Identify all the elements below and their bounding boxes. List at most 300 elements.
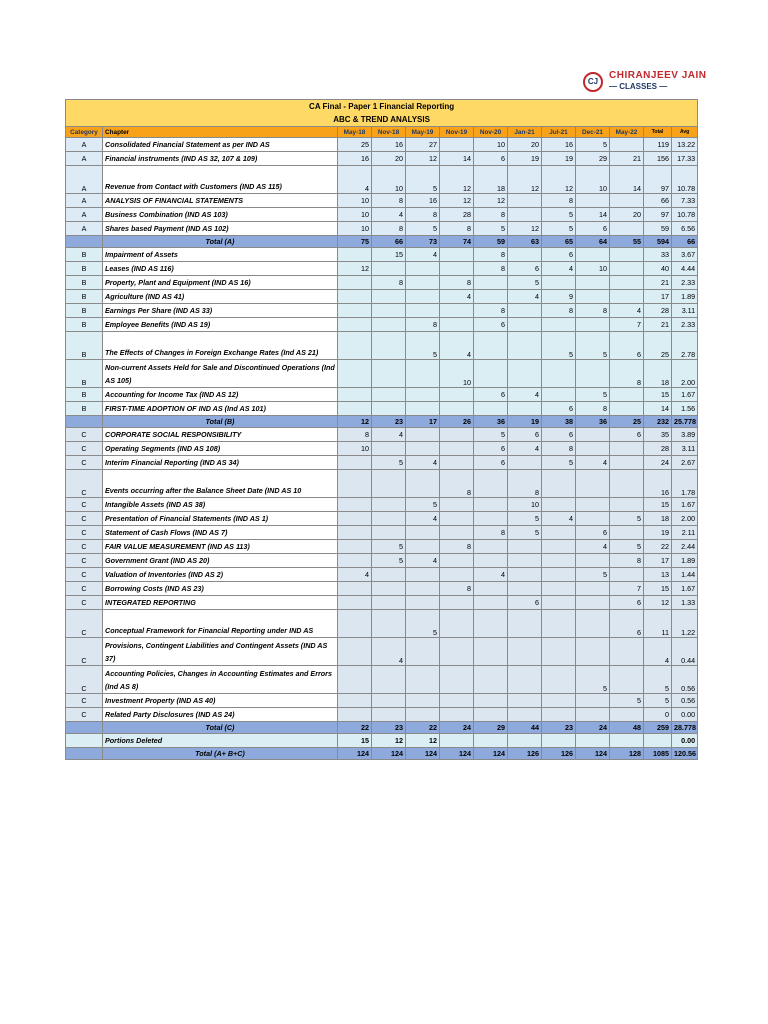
value-cell (338, 318, 372, 332)
value-cell (508, 582, 542, 596)
value-cell (508, 456, 542, 470)
value-cell (338, 360, 372, 388)
chapter-cell: The Effects of Changes in Foreign Exchange Rates (Ind AS 21) (103, 332, 338, 360)
avg-cell: 6.56 (672, 222, 698, 236)
avg-cell: 2.44 (672, 540, 698, 554)
total-row (66, 416, 698, 428)
blank-cell (66, 748, 103, 760)
total-cell: 17 (644, 554, 672, 568)
value-cell (372, 290, 406, 304)
value-cell: 124 (474, 748, 508, 760)
table-row (66, 442, 698, 456)
value-cell: 12 (508, 222, 542, 236)
total-cell: 19 (644, 526, 672, 540)
total-row (66, 748, 698, 760)
value-cell: 5 (576, 138, 610, 152)
avg-cell: 2.33 (672, 276, 698, 290)
value-cell (542, 554, 576, 568)
table-row (66, 222, 698, 236)
value-cell (508, 360, 542, 388)
value-cell: 5 (542, 456, 576, 470)
total-cell: 594 (644, 236, 672, 248)
value-cell: 6 (508, 428, 542, 442)
avg-cell: 10.78 (672, 166, 698, 194)
table-row (66, 248, 698, 262)
logo-mark-icon (583, 72, 603, 92)
value-cell: 55 (610, 236, 644, 248)
value-cell: 4 (576, 540, 610, 554)
table-row (66, 694, 698, 708)
value-cell: 4 (508, 442, 542, 456)
value-cell: 38 (542, 416, 576, 428)
table-row (66, 428, 698, 442)
table-row (66, 194, 698, 208)
chapter-cell: Interim Financial Reporting (IND AS 34) (103, 456, 338, 470)
chapter-cell: Related Party Disclosures (IND AS 24) (103, 708, 338, 722)
value-cell (406, 694, 440, 708)
value-cell: 10 (508, 498, 542, 512)
value-cell: 8 (440, 276, 474, 290)
value-cell: 6 (542, 248, 576, 262)
value-cell (576, 248, 610, 262)
avg-cell: 1.89 (672, 290, 698, 304)
total-cell: 259 (644, 722, 672, 734)
abc-trend-analysis-table (65, 99, 698, 760)
value-cell: 8 (338, 428, 372, 442)
value-cell (508, 402, 542, 416)
value-cell: 5 (542, 208, 576, 222)
value-cell (610, 568, 644, 582)
value-cell: 10 (440, 360, 474, 388)
total-cell: 59 (644, 222, 672, 236)
total-label: Total (A+ B+C) (103, 748, 338, 760)
value-cell (440, 512, 474, 526)
value-cell (576, 554, 610, 568)
total-cell: 28 (644, 442, 672, 456)
value-cell (576, 360, 610, 388)
value-cell: 16 (542, 138, 576, 152)
chapter-cell: Business Combination (IND AS 103) (103, 208, 338, 222)
value-cell (372, 360, 406, 388)
total-cell: 14 (644, 402, 672, 416)
chapter-cell: Employee Benefits (IND AS 19) (103, 318, 338, 332)
blank-cell (66, 416, 103, 428)
value-cell (542, 708, 576, 722)
value-cell: 8 (542, 442, 576, 456)
value-cell (542, 276, 576, 290)
value-cell (338, 276, 372, 290)
value-cell (508, 734, 542, 748)
value-cell (610, 290, 644, 304)
value-cell: 9 (542, 290, 576, 304)
value-cell (610, 248, 644, 262)
table-row (66, 470, 698, 498)
value-cell (440, 554, 474, 568)
table-row (66, 456, 698, 470)
value-cell: 5 (508, 512, 542, 526)
total-cell: 4 (644, 638, 672, 666)
value-cell: 6 (542, 428, 576, 442)
value-cell: 48 (610, 722, 644, 734)
chapter-cell: Government Grant (IND AS 20) (103, 554, 338, 568)
value-cell (440, 318, 474, 332)
value-cell: 44 (508, 722, 542, 734)
value-cell (372, 318, 406, 332)
avg-cell: 2.67 (672, 456, 698, 470)
value-cell (338, 596, 372, 610)
value-cell (508, 708, 542, 722)
value-cell: 4 (610, 304, 644, 318)
total-cell: 15 (644, 388, 672, 402)
value-cell: 4 (372, 208, 406, 222)
value-cell: 8 (474, 208, 508, 222)
value-cell: 8 (372, 194, 406, 208)
value-cell (338, 388, 372, 402)
value-cell (542, 526, 576, 540)
value-cell (542, 734, 576, 748)
value-cell (406, 276, 440, 290)
chapter-cell: Accounting for Income Tax (IND AS 12) (103, 388, 338, 402)
avg-cell: 7.33 (672, 194, 698, 208)
blank-cell (66, 236, 103, 248)
value-cell (474, 734, 508, 748)
value-cell (474, 666, 508, 694)
value-cell: 8 (610, 554, 644, 568)
value-cell (474, 694, 508, 708)
value-cell (338, 694, 372, 708)
value-cell: 23 (542, 722, 576, 734)
value-cell (440, 428, 474, 442)
value-cell: 12 (440, 166, 474, 194)
value-cell (610, 526, 644, 540)
value-cell (406, 596, 440, 610)
chapter-cell: Borrowing Costs (IND AS 23) (103, 582, 338, 596)
header-cell: Nov-18 (372, 127, 406, 138)
value-cell: 29 (474, 722, 508, 734)
value-cell: 4 (372, 428, 406, 442)
total-cell: 15 (644, 498, 672, 512)
value-cell (508, 554, 542, 568)
value-cell: 27 (406, 138, 440, 152)
value-cell (406, 402, 440, 416)
value-cell (338, 498, 372, 512)
logo-mark-text: CJ (587, 77, 599, 86)
value-cell: 8 (542, 194, 576, 208)
chapter-cell: Shares based Payment (IND AS 102) (103, 222, 338, 236)
chapter-cell: INTEGRATED REPORTING (103, 596, 338, 610)
value-cell (542, 596, 576, 610)
table-row (66, 498, 698, 512)
avg-cell: 10.78 (672, 208, 698, 222)
value-cell: 19 (508, 152, 542, 166)
value-cell: 4 (542, 262, 576, 276)
avg-cell: 1.22 (672, 610, 698, 638)
value-cell (474, 554, 508, 568)
value-cell: 15 (372, 248, 406, 262)
value-cell (542, 318, 576, 332)
total-cell: 35 (644, 428, 672, 442)
avg-cell: 120.56 (672, 748, 698, 760)
table-row (66, 610, 698, 638)
value-cell (440, 498, 474, 512)
value-cell: 10 (372, 166, 406, 194)
chapter-cell: Provisions, Contingent Liabilities and Contingent Assets (IND AS 37) (103, 638, 338, 666)
category-cell: C (66, 540, 103, 554)
value-cell (440, 708, 474, 722)
value-cell: 124 (372, 748, 406, 760)
value-cell: 6 (576, 526, 610, 540)
value-cell (508, 248, 542, 262)
value-cell: 8 (474, 248, 508, 262)
value-cell (474, 638, 508, 666)
avg-cell: 0.00 (672, 708, 698, 722)
table-row (66, 666, 698, 694)
value-cell (372, 694, 406, 708)
category-cell: B (66, 388, 103, 402)
category-cell: C (66, 470, 103, 498)
value-cell (542, 470, 576, 498)
category-cell: C (66, 456, 103, 470)
value-cell: 5 (542, 222, 576, 236)
value-cell: 20 (372, 152, 406, 166)
value-cell (406, 470, 440, 498)
value-cell (576, 596, 610, 610)
header-cell: Avg (672, 127, 698, 138)
value-cell (508, 332, 542, 360)
total-cell: 13 (644, 568, 672, 582)
value-cell (338, 304, 372, 318)
value-cell: 6 (576, 222, 610, 236)
value-cell (372, 526, 406, 540)
value-cell (474, 610, 508, 638)
value-cell (406, 666, 440, 694)
value-cell (338, 456, 372, 470)
value-cell (610, 222, 644, 236)
value-cell: 74 (440, 236, 474, 248)
value-cell: 8 (576, 304, 610, 318)
chapter-cell: Intangible Assets (IND AS 38) (103, 498, 338, 512)
value-cell (610, 638, 644, 666)
value-cell: 19 (542, 152, 576, 166)
header-row (66, 127, 698, 138)
value-cell: 75 (338, 236, 372, 248)
value-cell (440, 248, 474, 262)
value-cell (372, 470, 406, 498)
value-cell (474, 402, 508, 416)
value-cell: 5 (610, 540, 644, 554)
total-cell: 12 (644, 596, 672, 610)
value-cell: 126 (508, 748, 542, 760)
value-cell (576, 638, 610, 666)
value-cell (440, 456, 474, 470)
table-row (66, 262, 698, 276)
chapter-cell: ANALYSIS OF FINANCIAL STATEMENTS (103, 194, 338, 208)
category-cell: C (66, 442, 103, 456)
chiranjeev-jain-logo (583, 70, 707, 96)
value-cell: 7 (610, 582, 644, 596)
header-cell: May-18 (338, 127, 372, 138)
value-cell (372, 304, 406, 318)
value-cell: 5 (576, 666, 610, 694)
value-cell (338, 290, 372, 304)
value-cell: 20 (610, 208, 644, 222)
total-label: Total (A) (103, 236, 338, 248)
total-cell: 21 (644, 318, 672, 332)
value-cell (338, 248, 372, 262)
value-cell: 6 (474, 442, 508, 456)
value-cell: 23 (372, 416, 406, 428)
chapter-cell: Non-current Assets Held for Sale and Discontinued Operations (Ind AS 105) (103, 360, 338, 388)
total-cell: 28 (644, 304, 672, 318)
value-cell (542, 638, 576, 666)
value-cell (474, 332, 508, 360)
value-cell: 29 (576, 152, 610, 166)
value-cell: 8 (406, 318, 440, 332)
chapter-cell: FAIR VALUE MEASUREMENT (IND AS 113) (103, 540, 338, 554)
value-cell (338, 526, 372, 540)
total-cell: 5 (644, 666, 672, 694)
value-cell: 14 (610, 166, 644, 194)
header-cell: May-22 (610, 127, 644, 138)
value-cell: 10 (338, 222, 372, 236)
value-cell: 25 (338, 138, 372, 152)
value-cell: 12 (338, 416, 372, 428)
value-cell (440, 138, 474, 152)
value-cell: 8 (440, 222, 474, 236)
total-cell: 0 (644, 708, 672, 722)
total-cell: 17 (644, 290, 672, 304)
avg-cell: 0.56 (672, 666, 698, 694)
value-cell: 6 (610, 428, 644, 442)
total-cell: 232 (644, 416, 672, 428)
total-cell: 15 (644, 582, 672, 596)
avg-cell: 1.67 (672, 582, 698, 596)
category-cell: C (66, 610, 103, 638)
header-cell: Category (66, 127, 103, 138)
value-cell: 6 (508, 262, 542, 276)
value-cell: 5 (542, 332, 576, 360)
category-cell: C (66, 498, 103, 512)
value-cell: 124 (338, 748, 372, 760)
value-cell (406, 388, 440, 402)
table-row (66, 596, 698, 610)
category-cell: C (66, 526, 103, 540)
value-cell (406, 304, 440, 318)
header-cell: Jul-21 (542, 127, 576, 138)
category-cell: C (66, 708, 103, 722)
table-row (66, 318, 698, 332)
value-cell (440, 304, 474, 318)
value-cell (440, 666, 474, 694)
value-cell: 14 (576, 208, 610, 222)
value-cell (576, 498, 610, 512)
category-cell: A (66, 222, 103, 236)
value-cell: 4 (406, 554, 440, 568)
value-cell: 26 (440, 416, 474, 428)
value-cell: 10 (338, 194, 372, 208)
avg-cell: 2.33 (672, 318, 698, 332)
blank-cell (66, 734, 103, 748)
value-cell: 8 (508, 470, 542, 498)
value-cell (474, 582, 508, 596)
value-cell (508, 304, 542, 318)
value-cell (474, 540, 508, 554)
value-cell: 4 (406, 512, 440, 526)
logo-line-2: — CLASSES — (609, 82, 668, 91)
category-cell: C (66, 428, 103, 442)
deleted-row (66, 734, 698, 748)
value-cell (610, 470, 644, 498)
value-cell: 8 (542, 304, 576, 318)
chapter-cell: Agriculture (IND AS 41) (103, 290, 338, 304)
value-cell: 12 (372, 734, 406, 748)
category-cell: B (66, 248, 103, 262)
total-cell: 33 (644, 248, 672, 262)
value-cell: 6 (610, 332, 644, 360)
chapter-cell: Events occurring after the Balance Sheet Date (IND AS 10 (103, 470, 338, 498)
value-cell (372, 498, 406, 512)
value-cell: 5 (406, 332, 440, 360)
avg-cell: 2.78 (672, 332, 698, 360)
value-cell: 36 (576, 416, 610, 428)
value-cell: 4 (372, 638, 406, 666)
value-cell (610, 456, 644, 470)
value-cell: 8 (576, 402, 610, 416)
value-cell (542, 694, 576, 708)
table-row (66, 540, 698, 554)
value-cell: 5 (576, 388, 610, 402)
value-cell (576, 694, 610, 708)
chapter-cell: Consolidated Financial Statement as per IND AS (103, 138, 338, 152)
avg-cell: 1.67 (672, 498, 698, 512)
value-cell: 5 (508, 276, 542, 290)
total-row (66, 236, 698, 248)
total-cell: 18 (644, 360, 672, 388)
value-cell (440, 596, 474, 610)
value-cell (440, 610, 474, 638)
value-cell: 65 (542, 236, 576, 248)
value-cell: 6 (610, 610, 644, 638)
total-cell: 21 (644, 276, 672, 290)
header-cell: Jan-21 (508, 127, 542, 138)
category-cell: A (66, 194, 103, 208)
value-cell: 5 (406, 610, 440, 638)
value-cell (440, 402, 474, 416)
value-cell: 14 (440, 152, 474, 166)
value-cell (508, 694, 542, 708)
avg-cell: 2.00 (672, 360, 698, 388)
value-cell: 10 (576, 166, 610, 194)
total-cell: 16 (644, 470, 672, 498)
value-cell: 23 (372, 722, 406, 734)
value-cell: 5 (372, 540, 406, 554)
avg-cell: 17.33 (672, 152, 698, 166)
value-cell: 8 (474, 262, 508, 276)
value-cell (338, 512, 372, 526)
category-cell: C (66, 596, 103, 610)
table-row (66, 388, 698, 402)
table-row (66, 208, 698, 222)
value-cell (372, 442, 406, 456)
value-cell: 4 (338, 568, 372, 582)
table-row (66, 138, 698, 152)
value-cell: 4 (440, 332, 474, 360)
category-cell: C (66, 512, 103, 526)
category-cell: C (66, 554, 103, 568)
value-cell (406, 638, 440, 666)
value-cell: 22 (338, 722, 372, 734)
header-cell: Dec-21 (576, 127, 610, 138)
